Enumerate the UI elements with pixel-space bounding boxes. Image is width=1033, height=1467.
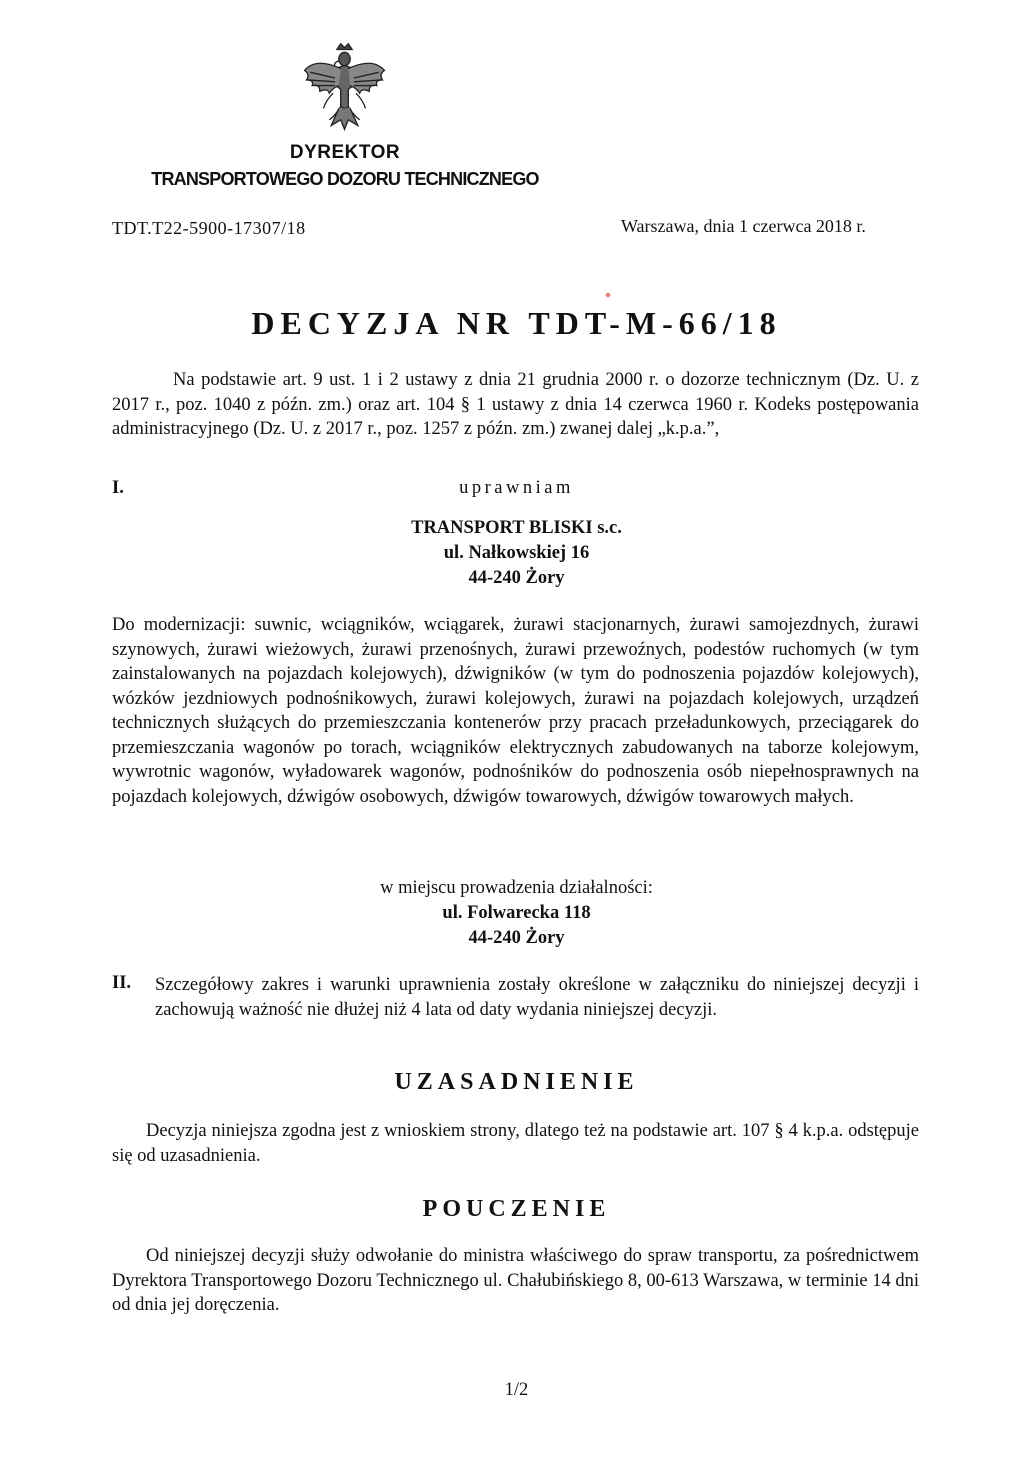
authorization-scope-paragraph: Do modernizacji: suwnic, wciągników, wciągarek, żurawi stacjonarnych, żurawi samojezdnych, żurawi szynowych, żurawi wieżowych, żurawi przenośnych, żurawi przewoźnych, podestów ruchomych (w tym zainstalowanych na pojazdach kolejowych), dźwigników (w tym do podnoszenia pojazdów kolejowych), wózków jezdniowych podnośnikowych, żurawi kolejowych, żurawi na pojazdach kolejowych, urządzeń technicznych służących do przemieszczania kontenerów przy pracach przeładunkowych, przeciągarek do przemieszczania wagonów po torach, wciągników elektrycznych zabudowanych na taborze kolejowym, wywrotnic wagonów, wyładowarek wagonów, podnośników do podnoszenia osób niepełnosprawnych na pojazdach kolejowych, dźwigów osobowych, dźwigów towarowych, dźwigów towarowych małych. — [112, 615, 919, 807]
justification-paragraph: Decyzja niniejsza zgodna jest z wnioskiem strony, dlatego też na podstawie art. 107 § 4 k.p.a. odstępuje się od uzasadnienia. — [112, 1121, 919, 1166]
point-2-numeral: II. — [112, 973, 132, 993]
polish-eagle-emblem-icon — [297, 40, 392, 135]
decision-title: DECYZJA NR TDT-M-66/18 — [251, 305, 782, 341]
authorization-verb: uprawniam — [459, 478, 574, 498]
location-city: 44-240 Żory — [468, 928, 565, 948]
issuer-title-line1: DYREKTOR — [289, 142, 401, 163]
company-city: 44-240 Żory — [468, 568, 565, 588]
issue-date: Warszawa, dnia 1 czerwca 2018 r. — [621, 216, 866, 236]
instruction-heading: POUCZENIE — [422, 1196, 611, 1222]
legal-basis-paragraph: Na podstawie art. 9 ust. 1 i 2 ustawy z dnia 21 grudnia 2000 r. o dozorze technicznym (Dz. U. z 2017 r., poz. 1040 z późn. zm.) oraz art. 104 § 1 ustawy z dnia 14 czerwca 1960 r. Kodeks postępowania administracyjnego (Dz. U. z 2017 r., poz. 1257 z późn. zm.) zwanej dalej „k.p.a.”, — [112, 370, 919, 439]
case-reference-number: TDT.T22-5900-17307/18 — [112, 218, 306, 238]
ink-mark — [604, 291, 612, 299]
company-name: TRANSPORT BLISKI s.c. — [411, 518, 622, 538]
company-street: ul. Nałkowskiej 16 — [443, 543, 590, 563]
justification-heading: UZASADNIENIE — [394, 1069, 639, 1095]
issuer-title-line2: TRANSPORTOWEGO DOZORU TECHNICZNEGO — [151, 169, 539, 189]
point-1-numeral: I. — [112, 478, 124, 498]
location-label: w miejscu prowadzenia działalności: — [380, 878, 653, 898]
page-number: 1/2 — [504, 1380, 529, 1400]
location-street: ul. Folwarecka 118 — [442, 903, 591, 923]
point-2-paragraph: Szczegółowy zakres i warunki uprawnienia zostały określone w załączniku do niniejszej decyzji i zachowują ważność nie dłużej niż 4 lata od daty wydania niniejszej decyzji. — [155, 975, 919, 1020]
appeal-instruction-paragraph: Od niniejszej decyzji służy odwołanie do ministra właściwego do spraw transportu, za pośrednictwem Dyrektora Transportowego Dozoru Technicznego ul. Chałubińskiego 8, 00-613 Warszawa, w terminie 14 dni od dnia jej doręczenia. — [112, 1246, 919, 1315]
